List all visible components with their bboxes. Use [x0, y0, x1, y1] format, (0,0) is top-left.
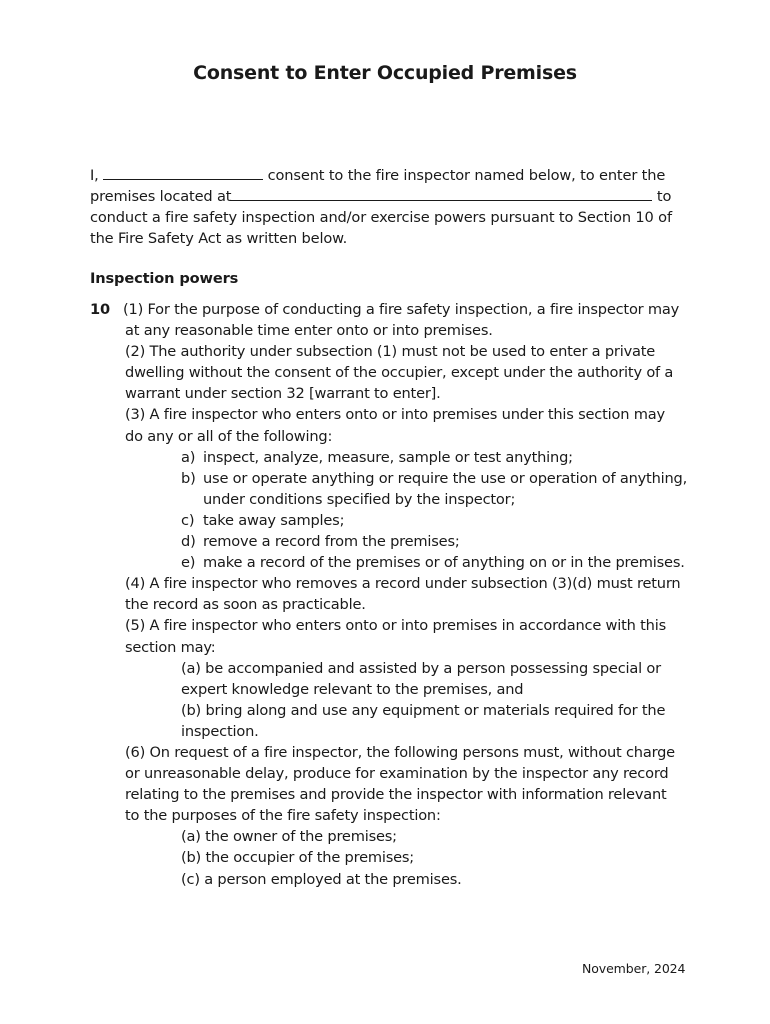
- consent-paragraph: [90, 165, 680, 249]
- subsection-6: (6) On request of a fire inspector, the following persons must, without charge or unreasonable delay, produce for examination by the inspector any record relating to the premises and provide the inspector with information relevant to the purposes of the fire safety inspection:: [125, 743, 675, 825]
- address-blank-line: [231, 186, 652, 201]
- list-item: (b) bring along and use any equipment or materials required for the inspection.: [181, 701, 666, 740]
- list-item: (a) be accompanied and assisted by a person possessing special or expert knowledge relevant to the premises, and: [181, 659, 661, 698]
- subsection-5-list: [90, 658, 690, 742]
- intro-text-3: to conduct a fire safety inspection and/or exercise powers pursuant to Section 10 of the Fire Safety Act as written below.: [90, 188, 672, 247]
- subsection-6-list: [90, 826, 690, 889]
- section-10: [90, 299, 690, 890]
- list-item: e) make a record of the premises or of anything on or in the premises.: [181, 554, 685, 572]
- intro-text-1: I,: [90, 167, 99, 184]
- name-blank-line: [103, 165, 263, 180]
- subsection-4: (4) A fire inspector who removes a record under subsection (3)(d) must return the record as soon as practicable.: [125, 575, 681, 614]
- subsection-5: (5) A fire inspector who enters onto or into premises in accordance with this section may:: [125, 617, 666, 656]
- section-heading: Inspection powers: [90, 270, 239, 287]
- list-item: (c) a person employed at the premises.: [181, 870, 462, 888]
- subsection-3-list: [90, 447, 690, 574]
- list-item: d) remove a record from the premises;: [181, 533, 460, 551]
- section-body-cont-2: [125, 742, 685, 826]
- page-title: Consent to Enter Occupied Premises: [193, 62, 577, 84]
- intro-text-2: consent to the fire inspector named below, to enter the premises located at: [90, 167, 666, 205]
- section-number: 10: [90, 301, 110, 318]
- subsection-2: (2) The authority under subsection (1) must not be used to enter a private dwelling without the consent of the occupier, except under the authority of a warrant under section 32 [warrant to enter].: [125, 343, 674, 403]
- section-body-cont: [125, 573, 685, 657]
- subsection-1: (1) For the purpose of conducting a fire safety inspection, a fire inspector may at any reasonable time enter onto or into premises.: [123, 301, 680, 340]
- list-item: (b) the occupier of the premises;: [181, 849, 415, 867]
- section-body: [125, 299, 685, 447]
- list-item: b) use or operate anything or require the use or operation of anything, under conditions specified by the inspector;: [181, 469, 688, 508]
- footer-date: November, 2024: [582, 961, 686, 976]
- subsection-3: (3) A fire inspector who enters onto or into premises under this section may do any or all of the following:: [125, 406, 665, 445]
- list-item: c) take away samples;: [181, 511, 345, 529]
- list-item: (a) the owner of the premises;: [181, 828, 397, 846]
- list-item: a) inspect, analyze, measure, sample or test anything;: [181, 448, 573, 466]
